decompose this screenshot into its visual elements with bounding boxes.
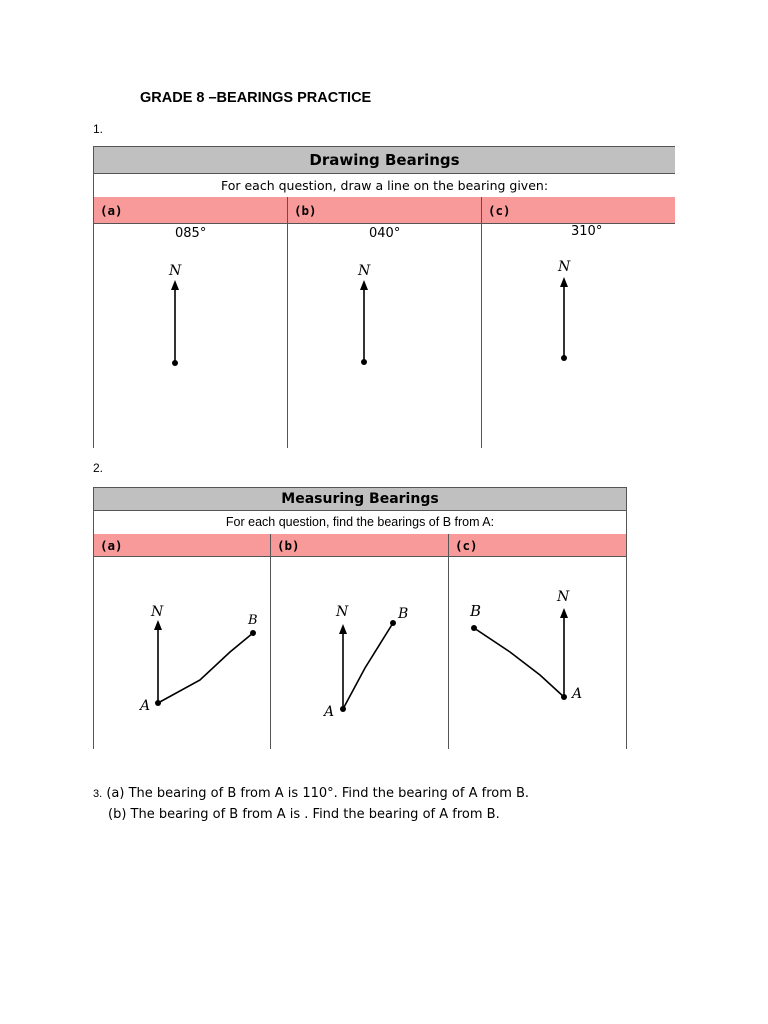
measuring-bearings-instruction: For each question, find the bearings of B from A: (94, 510, 626, 535)
diagram-2b (339, 620, 396, 712)
page-title: GRADE 8 –BEARINGS PRACTICE (140, 90, 372, 106)
point-b-label-2c: B (470, 602, 482, 620)
drawing-bearings-heading: Drawing Bearings (94, 147, 675, 174)
diagram-2c (471, 608, 568, 700)
north-label-2c: N (557, 589, 570, 605)
point-a-label-2b: A (324, 704, 335, 720)
point-a-label-2a: A (140, 698, 151, 714)
north-label-c: N (558, 259, 571, 275)
bearing-value-a: 085° (175, 226, 207, 241)
point-b-label-2a: B (248, 613, 258, 628)
part-label-a: (a) (94, 534, 271, 556)
drawing-bearings-instruction: For each question, draw a line on the bearing given: (94, 173, 675, 198)
part-label-c: (c) (455, 537, 478, 553)
part-label-c: (c) (488, 202, 511, 218)
point-b-label-2b: B (398, 606, 409, 622)
north-label-2b: N (336, 604, 349, 620)
measuring-bearings-heading: Measuring Bearings (94, 488, 626, 511)
north-label-a: N (169, 263, 182, 279)
point-a-label-2c: A (572, 686, 583, 702)
part-label-a: (a) (94, 197, 288, 223)
question-3b-text: (b) The bearing of B from A is . Find the bearing of A from B. (108, 807, 500, 822)
question-3-part-a (93, 786, 529, 801)
question-3-number: 3. (93, 788, 103, 800)
part-label-b: (b) (271, 534, 449, 556)
part-label-b: (b) (288, 197, 482, 223)
question-2-number: 2. (93, 461, 104, 475)
bearing-value-c: 310° (571, 224, 603, 239)
question-3a-text: (a) The bearing of B from A is 110°. Find the bearing of A from B. (106, 786, 530, 801)
question-1-number: 1. (93, 122, 104, 136)
diagram-2a (154, 620, 256, 706)
north-label-b: N (358, 263, 371, 279)
bearing-value-b: 040° (369, 226, 401, 241)
north-label-2a: N (151, 604, 164, 620)
